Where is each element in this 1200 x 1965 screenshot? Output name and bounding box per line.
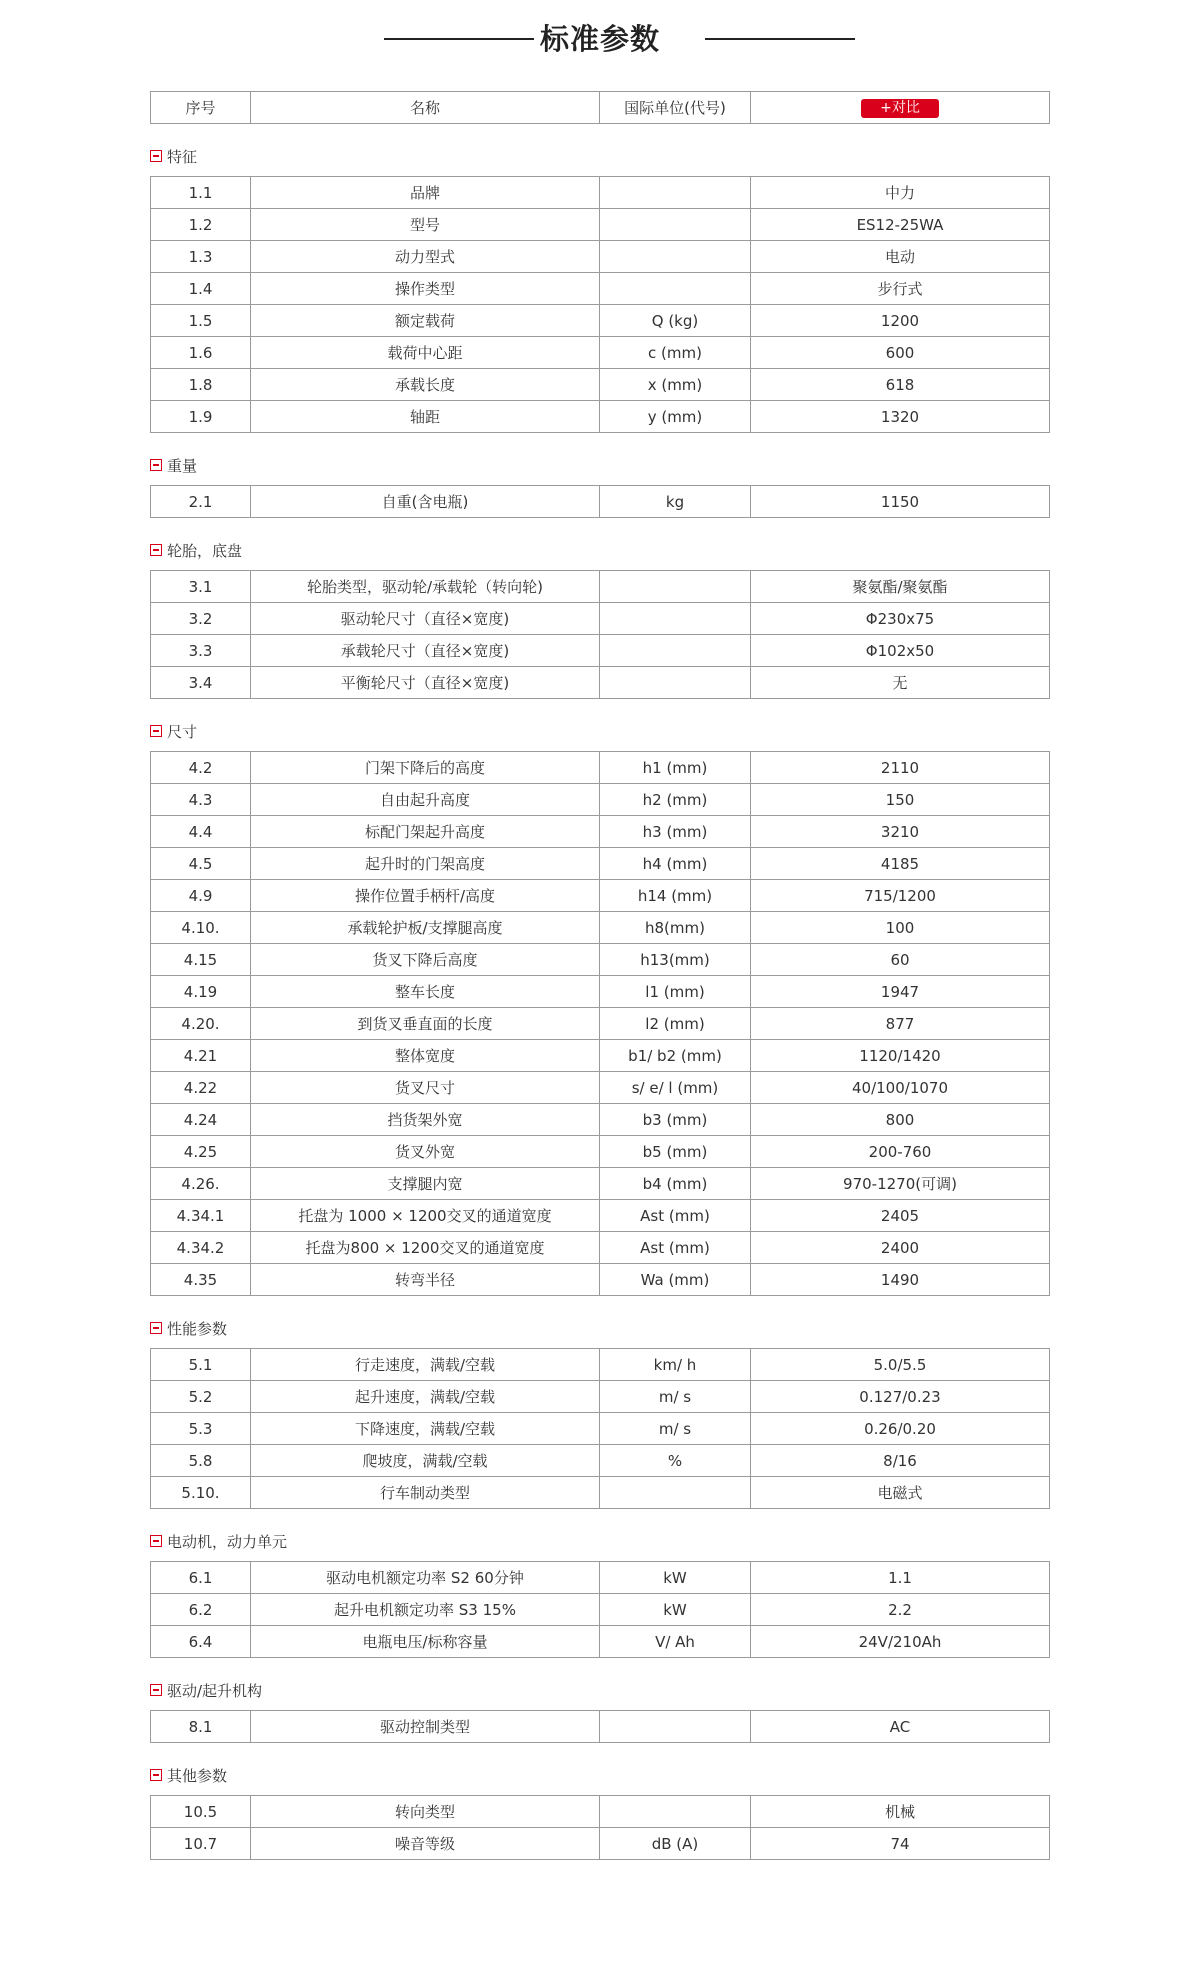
cell-name: 行走速度，满载/空载 [251,1349,600,1381]
header-row [151,92,1050,124]
cell-index: 1.1 [151,177,251,209]
cell-value: 电磁式 [751,1477,1050,1509]
cell-value: 1200 [751,305,1050,337]
cell-name: 整体宽度 [251,1040,600,1072]
table-row [151,1828,1050,1860]
table-row [151,305,1050,337]
section-title: 特征 [167,147,198,166]
cell-name: 到货叉垂直面的长度 [251,1008,600,1040]
cell-index: 1.6 [151,337,251,369]
cell-index: 4.19 [151,976,251,1008]
cell-unit: h2 (mm) [600,784,751,816]
cell-unit [600,241,751,273]
cell-name: 电瓶电压/标称容量 [251,1626,600,1658]
table-row [151,784,1050,816]
cell-index: 4.3 [151,784,251,816]
cell-value: 4185 [751,848,1050,880]
cell-name: 自重(含电瓶) [251,486,600,518]
table-row [151,177,1050,209]
header-name: 名称 [251,92,600,124]
cell-value: 中力 [751,177,1050,209]
cell-name: 转向类型 [251,1796,600,1828]
cell-value: 200-760 [751,1136,1050,1168]
cell-unit: x (mm) [600,369,751,401]
table-row [151,912,1050,944]
cell-index: 3.4 [151,667,251,699]
cell-unit: b4 (mm) [600,1168,751,1200]
table-row [151,1445,1050,1477]
cell-index: 4.35 [151,1264,251,1296]
page-header [0,0,1200,80]
cell-unit: m/ s [600,1381,751,1413]
cell-index: 5.3 [151,1413,251,1445]
cell-index: 4.5 [151,848,251,880]
cell-unit: h1 (mm) [600,752,751,784]
table-row [151,1711,1050,1743]
cell-name: 额定载荷 [251,305,600,337]
cell-unit: b5 (mm) [600,1136,751,1168]
spec-table [150,1348,1050,1509]
section-title: 尺寸 [167,722,198,741]
cell-unit: h3 (mm) [600,816,751,848]
cell-unit: h13(mm) [600,944,751,976]
cell-index: 4.22 [151,1072,251,1104]
cell-value: 600 [751,337,1050,369]
cell-unit [600,1711,751,1743]
cell-name: 轮胎类型，驱动轮/承载轮（转向轮) [251,571,600,603]
table-row [151,1040,1050,1072]
cell-value: 2110 [751,752,1050,784]
cell-unit: V/ Ah [600,1626,751,1658]
cell-index: 4.15 [151,944,251,976]
cell-value: 无 [751,667,1050,699]
cell-name: 支撑腿内宽 [251,1168,600,1200]
collapse-toggle-icon[interactable] [150,1535,162,1547]
cell-index: 5.2 [151,1381,251,1413]
section-header [150,535,1200,565]
cell-name: 转弯半径 [251,1264,600,1296]
cell-value: 电动 [751,241,1050,273]
cell-unit: % [600,1445,751,1477]
section-header [150,716,1200,746]
cell-name: 操作类型 [251,273,600,305]
cell-index: 1.8 [151,369,251,401]
cell-index: 3.3 [151,635,251,667]
table-row [151,1349,1050,1381]
table-row [151,273,1050,305]
spec-sections [0,141,1200,1860]
cell-value: 1120/1420 [751,1040,1050,1072]
cell-name: 托盘为800 × 1200交叉的通道宽度 [251,1232,600,1264]
cell-value: 0.127/0.23 [751,1381,1050,1413]
cell-unit: Q (kg) [600,305,751,337]
cell-value: 2.2 [751,1594,1050,1626]
section-header [150,1675,1200,1705]
cell-unit: c (mm) [600,337,751,369]
cell-value: ES12-25WA [751,209,1050,241]
cell-name: 起升电机额定功率 S3 15% [251,1594,600,1626]
cell-value: 100 [751,912,1050,944]
cell-index: 6.1 [151,1562,251,1594]
cell-value: Φ102x50 [751,635,1050,667]
cell-name: 起升时的门架高度 [251,848,600,880]
cell-name: 自由起升高度 [251,784,600,816]
cell-name: 下降速度，满载/空载 [251,1413,600,1445]
cell-unit: Wa (mm) [600,1264,751,1296]
cell-name: 承载长度 [251,369,600,401]
table-row [151,1594,1050,1626]
cell-unit: b3 (mm) [600,1104,751,1136]
spec-table [150,751,1050,1296]
cell-value: 2405 [751,1200,1050,1232]
cell-name: 标配门架起升高度 [251,816,600,848]
cell-value: 聚氨酯/聚氨酯 [751,571,1050,603]
title-line-right [705,38,855,40]
table-row [151,1104,1050,1136]
cell-index: 10.7 [151,1828,251,1860]
cell-index: 4.34.1 [151,1200,251,1232]
table-row [151,1264,1050,1296]
collapse-toggle-icon[interactable] [150,544,162,556]
cell-value: AC [751,1711,1050,1743]
header-unit: 国际单位(代号) [600,92,751,124]
table-row [151,944,1050,976]
cell-name: 门架下降后的高度 [251,752,600,784]
table-row [151,1168,1050,1200]
table-row [151,1562,1050,1594]
table-row [151,880,1050,912]
cell-unit: kW [600,1594,751,1626]
table-row [151,1381,1050,1413]
compare-button[interactable]: +对比 [861,99,939,118]
cell-name: 动力型式 [251,241,600,273]
spec-table [150,1710,1050,1743]
section-header [150,1313,1200,1343]
collapse-toggle-icon[interactable] [150,1769,162,1781]
table-row [151,1072,1050,1104]
cell-index: 1.9 [151,401,251,433]
section-title: 驱动/起升机构 [167,1681,263,1700]
collapse-toggle-icon[interactable] [150,1684,162,1696]
cell-index: 1.5 [151,305,251,337]
cell-value: 618 [751,369,1050,401]
cell-value: 1150 [751,486,1050,518]
cell-index: 6.4 [151,1626,251,1658]
cell-unit [600,603,751,635]
cell-unit [600,667,751,699]
cell-value: 0.26/0.20 [751,1413,1050,1445]
cell-unit [600,1477,751,1509]
cell-unit: s/ e/ l (mm) [600,1072,751,1104]
cell-index: 2.1 [151,486,251,518]
cell-value: 877 [751,1008,1050,1040]
cell-index: 5.1 [151,1349,251,1381]
cell-unit: m/ s [600,1413,751,1445]
cell-unit: dB (A) [600,1828,751,1860]
table-row [151,486,1050,518]
cell-name: 型号 [251,209,600,241]
cell-unit: h4 (mm) [600,848,751,880]
cell-index: 4.10. [151,912,251,944]
cell-unit [600,273,751,305]
cell-index: 3.2 [151,603,251,635]
cell-index: 5.8 [151,1445,251,1477]
spec-table [150,1561,1050,1658]
cell-name: 托盘为 1000 × 1200交叉的通道宽度 [251,1200,600,1232]
cell-name: 载荷中心距 [251,337,600,369]
cell-value: 8/16 [751,1445,1050,1477]
cell-unit: l1 (mm) [600,976,751,1008]
cell-name: 承载轮护板/支撑腿高度 [251,912,600,944]
section-header [150,1526,1200,1556]
table-row [151,752,1050,784]
cell-value: 1.1 [751,1562,1050,1594]
cell-index: 4.24 [151,1104,251,1136]
cell-index: 4.26. [151,1168,251,1200]
cell-value: 1947 [751,976,1050,1008]
cell-unit: km/ h [600,1349,751,1381]
cell-name: 承载轮尺寸（直径×宽度) [251,635,600,667]
spec-table [150,570,1050,699]
cell-unit: Ast (mm) [600,1232,751,1264]
table-row [151,571,1050,603]
cell-value: 步行式 [751,273,1050,305]
header-compare-cell [751,92,1050,124]
section-title: 电动机，动力单元 [167,1532,288,1551]
cell-name: 驱动控制类型 [251,1711,600,1743]
cell-name: 整车长度 [251,976,600,1008]
cell-index: 6.2 [151,1594,251,1626]
cell-index: 4.21 [151,1040,251,1072]
cell-name: 挡货架外宽 [251,1104,600,1136]
cell-value: 2400 [751,1232,1050,1264]
section-header [150,141,1200,171]
cell-unit: l2 (mm) [600,1008,751,1040]
cell-value: 3210 [751,816,1050,848]
cell-index: 4.25 [151,1136,251,1168]
cell-index: 3.1 [151,571,251,603]
cell-name: 货叉外宽 [251,1136,600,1168]
cell-name: 货叉尺寸 [251,1072,600,1104]
table-row [151,209,1050,241]
cell-unit [600,177,751,209]
table-row [151,1796,1050,1828]
table-row [151,401,1050,433]
cell-name: 行车制动类型 [251,1477,600,1509]
cell-name: 操作位置手柄杆/高度 [251,880,600,912]
spec-table [150,176,1050,433]
section-title: 重量 [167,456,198,475]
table-row [151,635,1050,667]
cell-name: 品牌 [251,177,600,209]
table-row [151,1136,1050,1168]
cell-value: 150 [751,784,1050,816]
table-row [151,369,1050,401]
cell-index: 4.20. [151,1008,251,1040]
cell-value: 74 [751,1828,1050,1860]
table-row [151,1626,1050,1658]
section-title: 轮胎，底盘 [167,541,243,560]
section-title: 其他参数 [167,1766,228,1785]
cell-name: 轴距 [251,401,600,433]
cell-value: 40/100/1070 [751,1072,1050,1104]
cell-unit: y (mm) [600,401,751,433]
cell-index: 5.10. [151,1477,251,1509]
spec-table [150,1795,1050,1860]
cell-unit: kW [600,1562,751,1594]
page-title: 标准参数 [539,22,660,56]
collapse-toggle-icon[interactable] [150,1322,162,1334]
cell-index: 8.1 [151,1711,251,1743]
table-row [151,603,1050,635]
table-row [151,1200,1050,1232]
collapse-toggle-icon[interactable] [150,150,162,162]
cell-index: 10.5 [151,1796,251,1828]
cell-unit [600,571,751,603]
cell-value: 24V/210Ah [751,1626,1050,1658]
table-row [151,976,1050,1008]
cell-unit [600,635,751,667]
spec-header-table [150,91,1050,124]
cell-value: 机械 [751,1796,1050,1828]
cell-name: 驱动轮尺寸（直径×宽度) [251,603,600,635]
cell-value: 1490 [751,1264,1050,1296]
spec-table [150,485,1050,518]
cell-value: 1320 [751,401,1050,433]
table-row [151,667,1050,699]
cell-name: 平衡轮尺寸（直径×宽度) [251,667,600,699]
section-title: 性能参数 [167,1319,228,1338]
cell-value: 800 [751,1104,1050,1136]
cell-name: 驱动电机额定功率 S2 60分钟 [251,1562,600,1594]
cell-value: 715/1200 [751,880,1050,912]
table-row [151,1232,1050,1264]
table-row [151,337,1050,369]
cell-name: 起升速度，满载/空载 [251,1381,600,1413]
cell-index: 1.2 [151,209,251,241]
cell-unit: b1/ b2 (mm) [600,1040,751,1072]
section-header [150,450,1200,480]
cell-index: 1.4 [151,273,251,305]
cell-unit: kg [600,486,751,518]
cell-name: 爬坡度，满载/空载 [251,1445,600,1477]
cell-index: 4.4 [151,816,251,848]
table-row [151,816,1050,848]
cell-unit: h8(mm) [600,912,751,944]
section-header [150,1760,1200,1790]
cell-value: 970-1270(可调) [751,1168,1050,1200]
cell-unit [600,1796,751,1828]
table-row [151,1008,1050,1040]
header-index: 序号 [151,92,251,124]
cell-unit: Ast (mm) [600,1200,751,1232]
table-row [151,1477,1050,1509]
cell-unit: h14 (mm) [600,880,751,912]
cell-index: 4.2 [151,752,251,784]
cell-index: 1.3 [151,241,251,273]
cell-unit [600,209,751,241]
table-row [151,848,1050,880]
collapse-toggle-icon[interactable] [150,459,162,471]
cell-name: 货叉下降后高度 [251,944,600,976]
table-row [151,241,1050,273]
cell-name: 噪音等级 [251,1828,600,1860]
collapse-toggle-icon[interactable] [150,725,162,737]
cell-value: 60 [751,944,1050,976]
cell-index: 4.9 [151,880,251,912]
table-row [151,1413,1050,1445]
cell-value: 5.0/5.5 [751,1349,1050,1381]
cell-index: 4.34.2 [151,1232,251,1264]
cell-value: Φ230x75 [751,603,1050,635]
